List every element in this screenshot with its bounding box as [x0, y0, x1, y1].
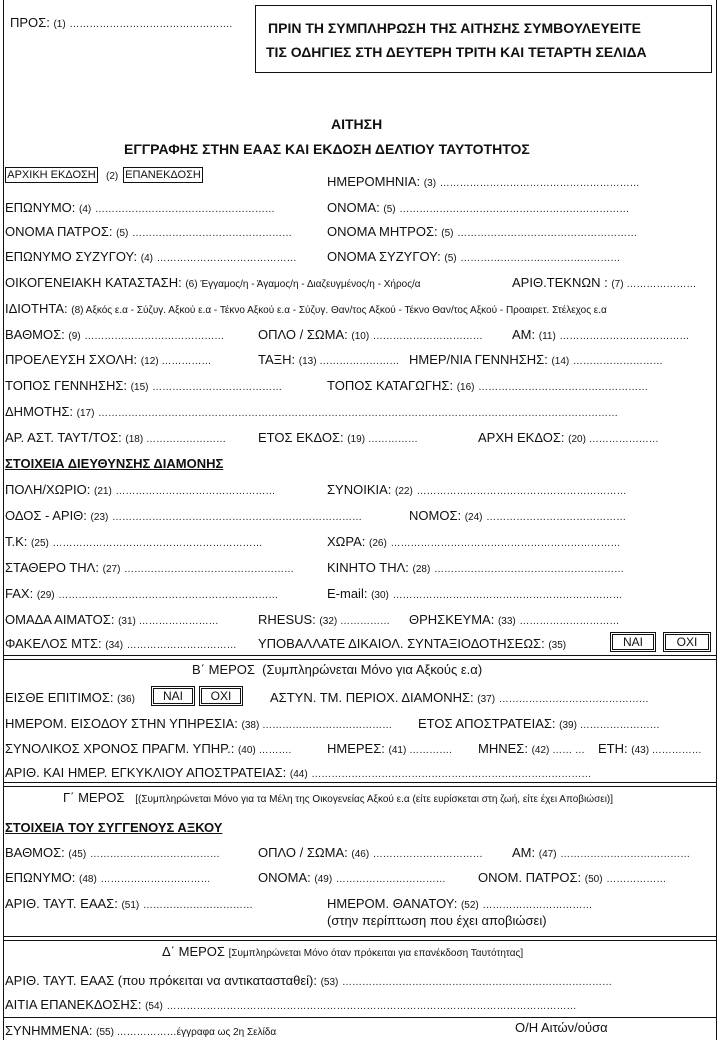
frame-left — [3, 0, 4, 1040]
religion-field[interactable]: ΘΡΗΣΚΕΥΜΑ: (33) ………………………… — [409, 612, 620, 627]
part-d-heading: Δ΄ ΜΕΡΟΣ [Συμπληρώνεται Μόνο όταν πρόκειται για επανέκδοση Ταυτότητας] — [162, 944, 524, 959]
mts-field[interactable]: ΦΑΚΕΛΟΣ ΜΤΣ: (34) …………………………… — [5, 636, 237, 651]
initial-issue-checkbox[interactable]: ΑΡΧΙΚΗ ΕΚΔΟΣΗ — [5, 167, 98, 183]
honorary-label: ΕΙΣΘΕ ΕΠΙΤΙΜΟΣ: (36) — [5, 690, 135, 705]
notice-box — [255, 5, 712, 73]
name-field[interactable]: ΟΝΟΜΑ: (5) …………………………………………………………… — [327, 200, 630, 215]
retire-year-field[interactable]: ΕΤΟΣ ΑΠΟΣΤΡΑΤΕΙΑΣ: (39) …………………… — [418, 716, 660, 731]
mother-name-field[interactable]: ΟΝΟΜΑ ΜΗΤΡΟΣ: (5) ……………………………………………… — [327, 224, 638, 239]
pension-docs-yes-checkbox[interactable]: ΝΑΙ — [610, 632, 656, 652]
country-field[interactable]: ΧΩΡΑ: (26) …………………………………………………………… — [327, 534, 621, 549]
birthplace-field[interactable]: ΤΟΠΟΣ ΓΕΝΝΗΣΗΣ: (15) ………………………………… — [5, 378, 283, 393]
district-field[interactable]: ΣΥΝΟΙΚΙΑ: (22) ……………………………………………………… — [327, 482, 627, 497]
relative-rank-field[interactable]: ΒΑΘΜΟΣ: (45) ………………………………… — [5, 845, 220, 860]
divider-part-c-2 — [3, 786, 716, 787]
marital-status-field[interactable]: ΟΙΚΟΓΕΝΕΙΑΚΗ ΚΑΤΑΣΤΑΣΗ: (6) Έγγαμος/η - Άγαμος/η - Διαζευγμένος/η - Χήρος/α — [5, 275, 421, 290]
divider-part-d — [3, 936, 716, 937]
origin-field[interactable]: ΤΟΠΟΣ ΚΑΤΑΓΩΓΗΣ: (16) …………………………………………… — [327, 378, 649, 393]
attachments-field[interactable]: ΣΥΝΗΜΜΕΝΑ: (55) ………………έγγραφα ως 2η Σελίδα — [5, 1023, 277, 1038]
pension-docs-label: ΥΠΟΒΑΛΛΑΤΕ ΔΙΚΑΙΟΛ. ΣΥΝΤΑΞΙΟΔΟΤΗΣΕΩΣ: (35) — [258, 636, 567, 651]
relative-surname-field[interactable]: ΕΠΩΝΥΜΟ: (48) …………………………… — [5, 870, 211, 885]
months-field[interactable]: ΜΗΝΕΣ: (42) …… … — [478, 741, 585, 756]
relative-father-field[interactable]: ΟΝΟΜ. ΠΑΤΡΟΣ: (50) ……………… — [478, 870, 667, 885]
father-name-field[interactable]: ΟΝΟΜΑ ΠΑΤΡΟΣ: (5) ………………………………………… — [5, 224, 292, 239]
citizen-field[interactable]: ΔΗΜΟΤΗΣ: (17) ………………………………………………………………………………………………………………………………………… — [5, 404, 619, 419]
part-b-heading: Β΄ ΜΕΡΟΣ (Συμπληρώνεται Μόνο για Αξκούς ε.α) — [192, 662, 483, 677]
reissue-num: (2) — [106, 171, 119, 182]
police-dept-field[interactable]: ΑΣΤΥΝ. ΤΜ. ΠΕΡΙΟΧ. ΔΙΑΜΟΝΗΣ: (37) ……………………………………… — [270, 690, 649, 705]
years-field[interactable]: ΕΤΗ: (43) …………… — [598, 741, 702, 756]
death-date-field[interactable]: ΗΜΕΡΟΜ. ΘΑΝΑΤΟΥ: (52) …………………………… — [327, 896, 593, 911]
birthdate-field[interactable]: ΗΜΕΡ/ΝΙΑ ΓΕΝΝΗΣΗΣ: (14) ……………………… — [409, 352, 663, 367]
circular-field[interactable]: ΑΡΙΘ. ΚΑΙ ΗΜΕΡ. ΕΓΚΥΚΛΙΟΥ ΑΠΟΣΤΡΑΤΕΙΑΣ: (44) ………………………………………………………………………… — [5, 765, 592, 780]
relative-heading: ΣΤΟΙΧΕΙΑ ΤΟΥ ΣΥΓΓΕΝΟΥΣ ΑΞΚΟΥ — [5, 820, 223, 835]
notice-line-2: ΤΙΣ ΟΔΗΓΙΕΣ ΣΤΗ ΔΕΥΤΕΡΗ ΤΡΙΤΗ ΚΑΙ ΤΕΤΑΡΤΗ ΣΕΛΙΔΑ — [266, 44, 647, 60]
relative-arm-field[interactable]: ΟΠΛΟ / ΣΩΜΑ: (46) …………………………… — [258, 845, 483, 860]
address-heading: ΣΤΟΙΧΕΙΑ ΔΙΕΥΘΥΝΣΗΣ ΔΙΑΜΟΝΗΣ — [5, 456, 224, 471]
blood-type-field[interactable]: ΟΜΑΔΑ ΑΙΜΑΤΟΣ: (31) …………………… — [5, 612, 219, 627]
surname-field[interactable]: ΕΠΩΝΥΜΟ: (4) ……………………………………………… — [5, 200, 275, 215]
old-eaas-id-field[interactable]: ΑΡΙΘ. ΤΑΥΤ. ΕΑΑΣ (που πρόκειται να αντικατασταθεί): (53) ……………………………………………………………………… — [5, 973, 612, 988]
part-c-heading: Γ΄ ΜΕΡΟΣ [(Συμπληρώνεται Μόνο για τα Μέλη της Οικογενείας Αξκού ε.α (είτε ευρίσκεται στη ζωή, είτε έχει Αποβιώσει)] — [63, 790, 614, 805]
honorary-no-checkbox[interactable]: ΟΧΙ — [199, 686, 243, 706]
relative-am-field[interactable]: ΑΜ: (47) ………………………………… — [512, 845, 691, 860]
divider-footer — [3, 1017, 716, 1018]
status-field[interactable]: ΙΔΙΟΤΗΤΑ: (8) Αξκός ε.α - Σύζυγ. Αξκού ε.α - Τέκνο Αξκού ε.α - Σύζυγ. Θαν/τος Αξκού - Τέκνο Θαν/τος Αξκού - Προαιρετ. Στέλεχος ε.α — [5, 301, 607, 316]
id-number-field[interactable]: ΑΡ. ΑΣΤ. ΤΑΥΤ/ΤΟΣ: (18) …………………… — [5, 430, 226, 445]
spouse-name-field[interactable]: ΟΝΟΜΑ ΣΥΖΥΓΟΥ: (5) ………………………………………… — [327, 249, 621, 264]
class-field[interactable]: ΤΑΞΗ: (13) …………………… — [258, 352, 400, 367]
school-field[interactable]: ΠΡΟΕΛΕΥΣΗ ΣΧΟΛΗ: (12) …………… — [5, 352, 212, 367]
divider-part-b — [3, 655, 716, 656]
issuing-authority-field[interactable]: ΑΡΧΗ ΕΚΔΟΣ: (20) ………………… — [478, 430, 659, 445]
date-field[interactable]: ΗΜΕΡΟΜΗΝΙΑ: (3) …………………………………………………… — [327, 174, 640, 189]
rank-field[interactable]: ΒΑΘΜΟΣ: (9) …………………………………… — [5, 327, 225, 342]
notice-line-1: ΠΡΙΝ ΤΗ ΣΥΜΠΛΗΡΩΣΗ ΤΗΣ ΑΙΤΗΣΗΣ ΣΥΜΒΟΥΛΕΥΕΙΤΕ — [268, 20, 641, 36]
arm-field[interactable]: ΟΠΛΟ / ΣΩΜΑ: (10) …………………………… — [258, 327, 483, 342]
street-field[interactable]: ΟΔΟΣ - ΑΡΙΘ: (23) ………………………………………………………………… — [5, 508, 362, 523]
postcode-field[interactable]: Τ.Κ: (25) ……………………………………………………… — [5, 534, 263, 549]
relative-name-field[interactable]: ΟΝΟΜΑ: (49) …………………………… — [258, 870, 446, 885]
reissue-checkbox[interactable]: ΕΠΑΝΕΚΔΟΣΗ — [123, 167, 203, 183]
divider-part-b-2 — [3, 659, 716, 660]
honorary-yes-checkbox[interactable]: ΝΑΙ — [151, 686, 195, 706]
am-field[interactable]: ΑΜ: (11) ………………………………… — [512, 327, 690, 342]
days-field[interactable]: ΗΜΕΡΕΣ: (41) …………. — [327, 741, 452, 756]
relative-eaas-id-field[interactable]: ΑΡΙΘ. ΤΑΥΤ. ΕΑΑΣ: (51) …………………………… — [5, 896, 253, 911]
divider-part-d-2 — [3, 940, 716, 941]
prefecture-field[interactable]: ΝΟΜΟΣ: (24) …………………………………… — [409, 508, 627, 523]
spouse-surname-field[interactable]: ΕΠΩΝΥΜΟ ΣΥΖΥΓΟΥ: (4) …………………………………… — [5, 249, 297, 264]
phone-field[interactable]: ΣΤΑΘΕΡΟ ΤΗΛ: (27) …………………………………………… — [5, 560, 295, 575]
city-field[interactable]: ΠΟΛΗ/ΧΩΡΙΟ: (21) ………………………………………… — [5, 482, 276, 497]
rhesus-field[interactable]: RHESUS: (32) …………… — [258, 612, 390, 627]
pension-docs-no-checkbox[interactable]: ΟΧΙ — [663, 632, 711, 652]
form-title: ΑΙΤΗΣΗ — [331, 116, 383, 132]
mobile-field[interactable]: ΚΙΝΗΤΟ ΤΗΛ: (28) ………………………………………………… — [327, 560, 624, 575]
children-field[interactable]: ΑΡΙΘ.ΤΕΚΝΩΝ : (7) ………………… — [512, 275, 697, 290]
signature-label: Ο/Η Αιτών/ούσα — [515, 1020, 608, 1035]
form-subtitle: ΕΓΓΡΑΦΗΣ ΣΤΗΝ ΕΑΑΣ ΚΑΙ ΕΚΔΟΣΗ ΔΕΛΤΙΟΥ ΤΑΥΤΟΤΗΤΟΣ — [124, 141, 530, 157]
reissue-reason-field[interactable]: ΑΙΤΙΑ ΕΠΑΝΕΚΔΟΣΗΣ: (54) …………………………………………………………………………………………………………… — [5, 997, 577, 1012]
fax-field[interactable]: FAX: (29) ………………………………………………………… — [5, 586, 279, 601]
issue-year-field[interactable]: ΕΤΟΣ ΕΚΔΟΣ: (19) …………… — [258, 430, 418, 445]
frame-right — [716, 0, 717, 1040]
death-note: (στην περίπτωση που έχει αποβιώσει) — [327, 913, 547, 928]
pros-label: ΠΡΟΣ: (1) …………………………………………. — [10, 15, 233, 30]
total-service-field[interactable]: ΣΥΝΟΛΙΚΟΣ ΧΡΟΝΟΣ ΠΡΑΓΜ. ΥΠΗΡ.: (40) ………. — [5, 741, 292, 756]
entry-date-field[interactable]: ΗΜΕΡΟΜ. ΕΙΣΟΔΟΥ ΣΤΗΝ ΥΠΗΡΕΣΙΑ: (38) ………………………………… — [5, 716, 393, 731]
email-field[interactable]: E-mail: (30) …………………………………………………………… — [327, 586, 623, 601]
